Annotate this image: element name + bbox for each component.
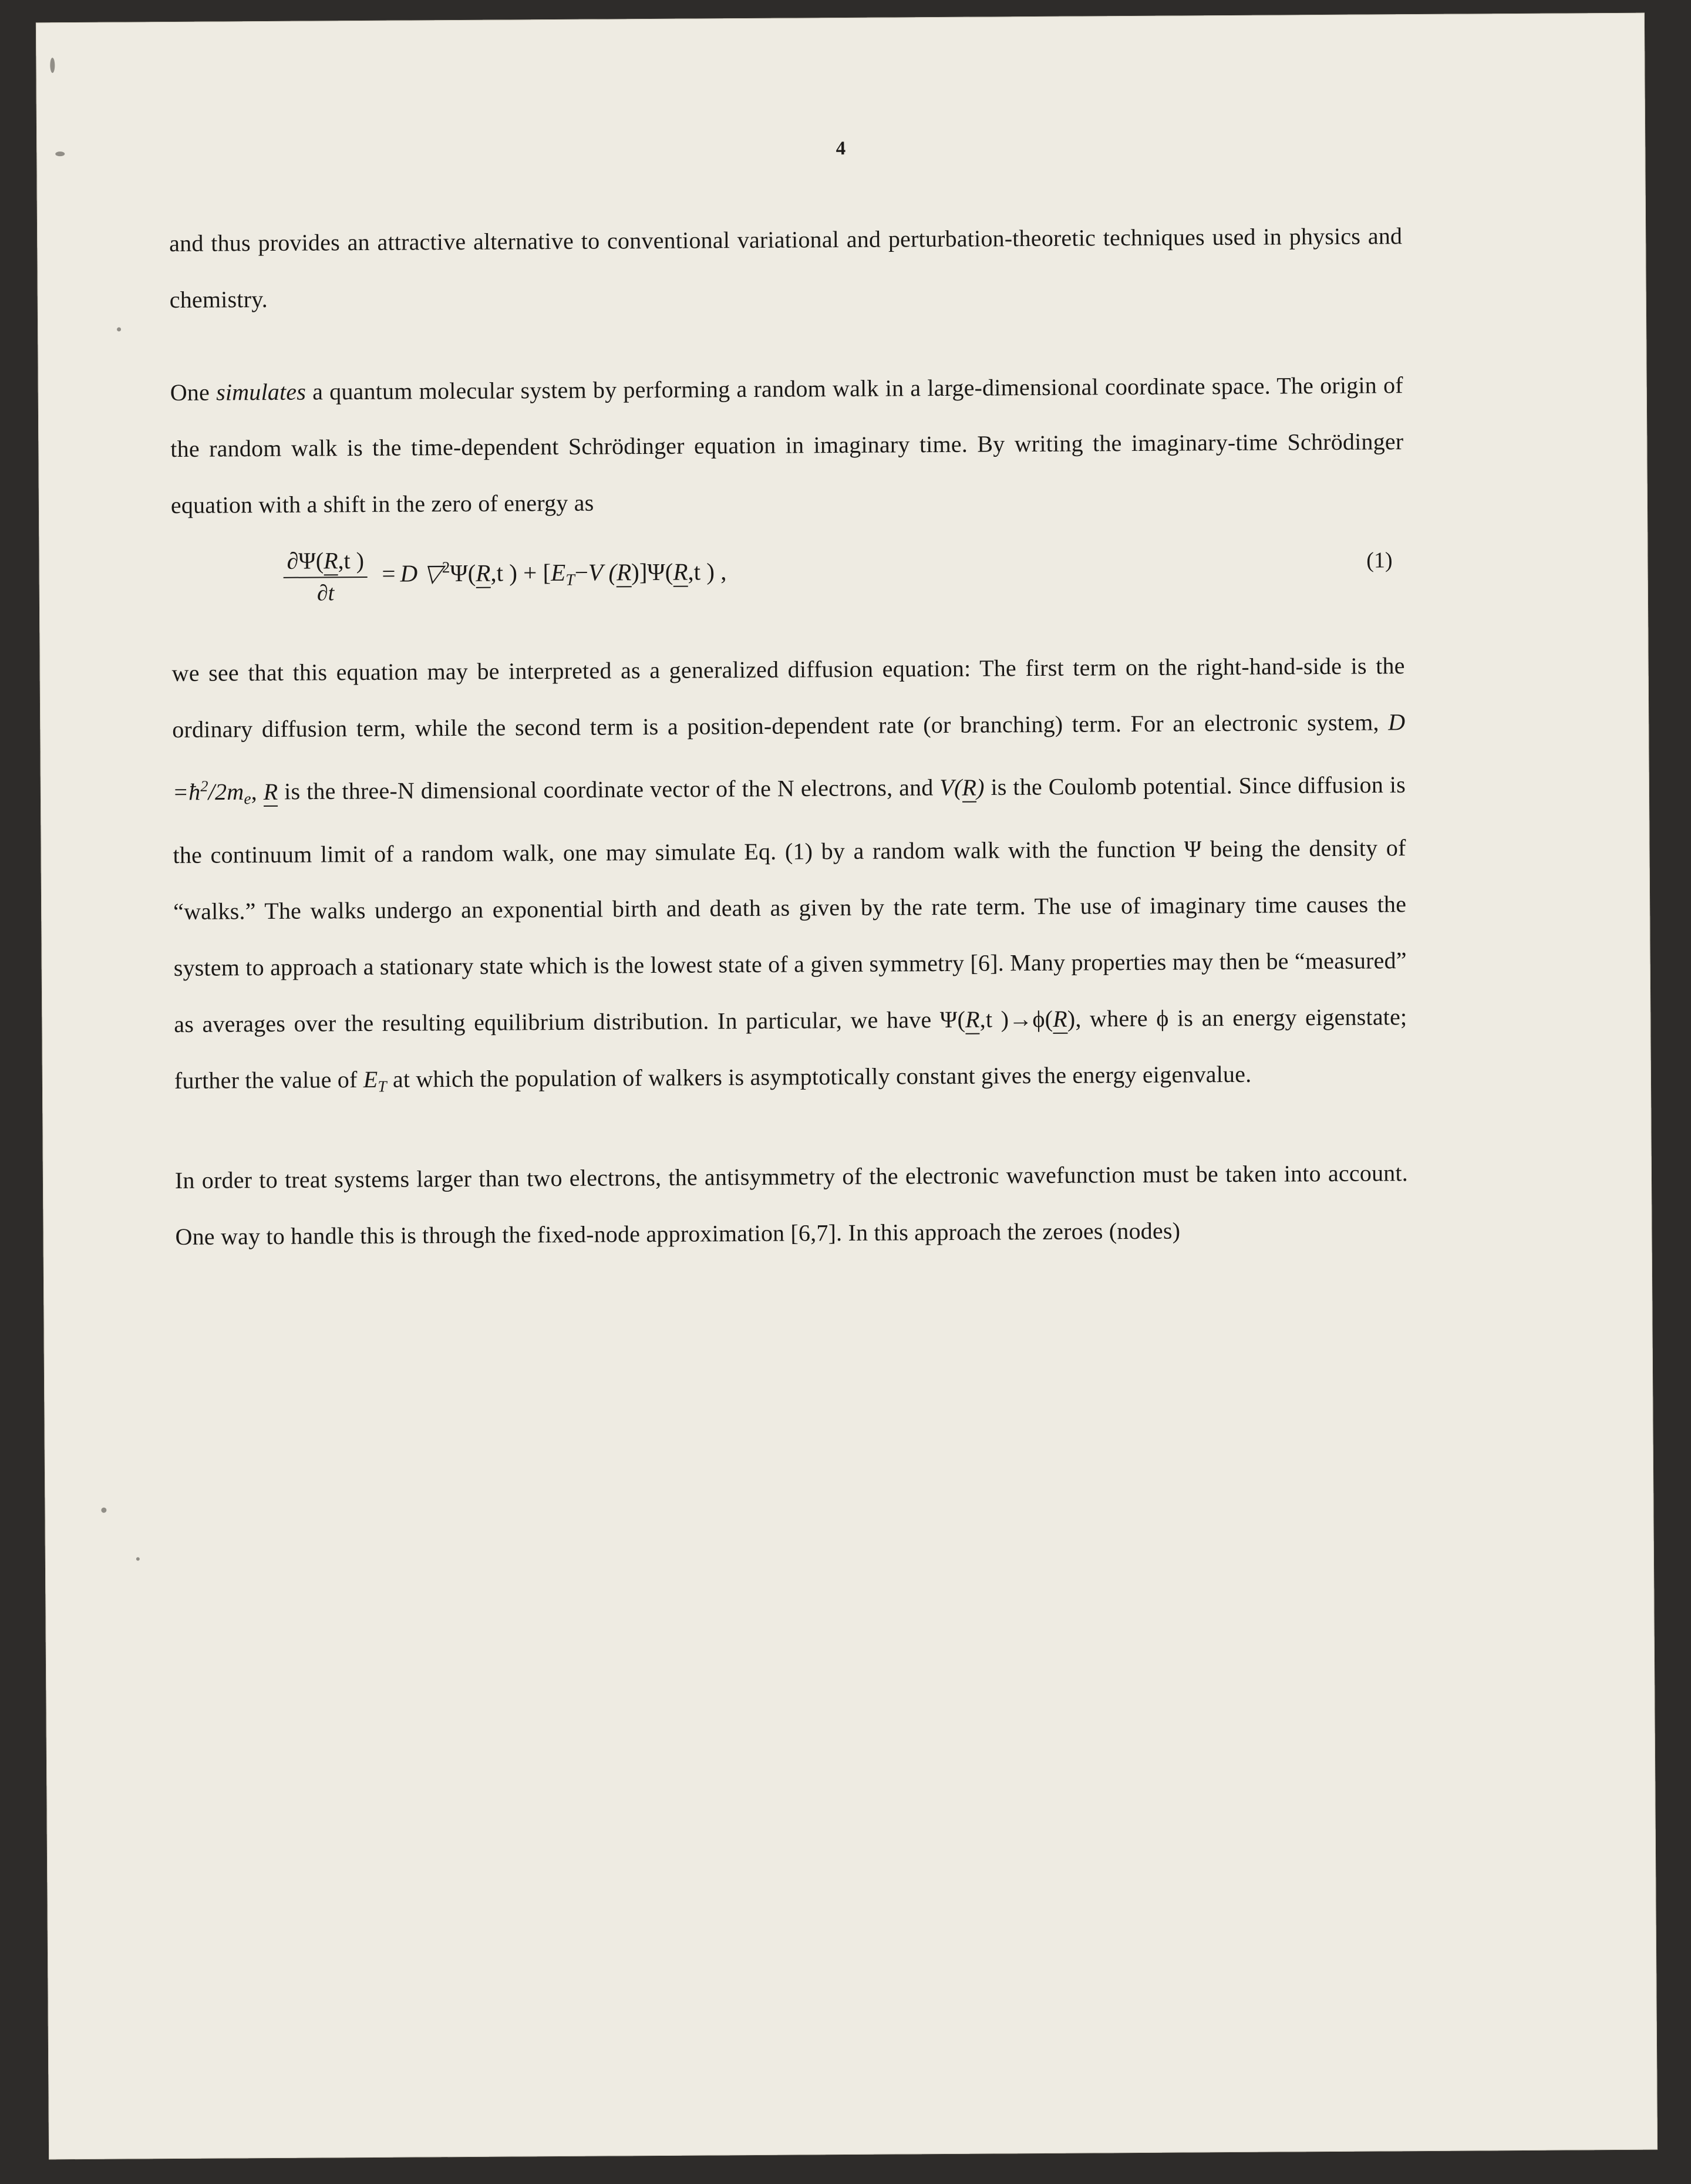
paragraph-3-text-b: , (251, 778, 264, 805)
paragraph-3-text-a: we see that this equation may be interpreted as a generalized diffusion equation: The first term on the right-hand-side is the ordinary diffusion term, while the second term is a position-dependent rate (or branching) term. For an electronic system, (171, 652, 1405, 743)
paragraph-1 (169, 208, 1403, 328)
equation-1-E: E (551, 558, 566, 586)
paragraph-2-text-b: a quantum molecular system by performing a random walk in a large-dimensional coordinate space. The origin of the random walk is the time-dependent Schrödinger equation in imaginary time. By writing the imaginary-time Schrödinger equation with a shift in the zero of energy as (170, 372, 1404, 519)
scan-speck (101, 1508, 106, 1513)
equation-1-number: (1) (1366, 548, 1393, 573)
equation-1-numerator (283, 547, 368, 578)
equation-1-vector-R-4: R (673, 558, 688, 587)
equation-1-equals: = (382, 560, 396, 587)
equation-1-body (279, 544, 726, 606)
paragraph-3-math-psi2-open: Ψ( (939, 1006, 966, 1033)
equation-1 (171, 534, 1404, 630)
paragraph-3-math-E-subscript: T (378, 1077, 387, 1096)
body-text-column (169, 208, 1409, 1302)
equation-1-psi-open: Ψ( (450, 559, 476, 587)
paragraph-3-math-electron-subscript: e (244, 790, 251, 808)
equation-1-E-subscript: T (565, 571, 575, 589)
equation-1-potential-V: V ( (588, 558, 617, 586)
paragraph-2-text-a: One (170, 379, 217, 406)
paragraph-3-math-psi: Ψ (1184, 835, 1202, 862)
paragraph-3-math-V-open: V( (939, 774, 962, 801)
equation-1-denominator: ∂t (316, 581, 335, 606)
equation-1-minus: − (574, 558, 589, 586)
paragraph-3-math-psi2-close: ) (1067, 1005, 1076, 1032)
paragraph-3-vector-R-3: R (965, 1006, 980, 1034)
scan-speck (136, 1557, 140, 1561)
paragraph-3-text-e: being the density of “walks.” The walks undergo an exponential birth and death as given by the rate term. The use of imaginary time causes the system to approach a stationary state which is the lowest state of a given symmetry [6]. Many properties may then be “measured” as averages over the resulting equilibrium distribution. In particular, we have (173, 834, 1407, 1038)
equation-1-vector-R-3: R (617, 558, 631, 587)
paragraph-3-text-d: is the Coulomb potential. Since diffusion is the continuum limit of a random walk, one may simulate Eq. (1) by a random walk with the function (173, 771, 1406, 869)
paragraph-3-text-g: is an energy eigenstate; further the value of (174, 1003, 1407, 1094)
paragraph-3-text-h: at which the population of walkers is asymptotically constant gives the energy eigenvalue. (386, 1060, 1252, 1093)
equation-1-laplacian-exponent: 2 (442, 558, 450, 577)
page-content (36, 13, 1658, 2160)
equation-1-numerator-tail: ,t ) (338, 547, 365, 574)
paragraph-3-math-mass-denominator: /2m (208, 778, 244, 805)
paragraph-3-math-V-close: ) (976, 774, 985, 801)
paragraph-3-math-hbar-exponent: 2 (200, 777, 208, 795)
paragraph-3-math-hbar: ħ (188, 778, 201, 805)
paragraph-3-text-f: , where (1075, 1005, 1157, 1032)
paragraph-3-math-phi: ϕ (1156, 1005, 1169, 1032)
paragraph-3-vector-R-4: R (1053, 1006, 1067, 1034)
paragraph-3 (171, 638, 1407, 1116)
paragraph-4 (175, 1145, 1409, 1265)
paragraph-3-text-c: is the three-N dimensional coordinate vector of the N electrons, and (278, 774, 940, 805)
paragraph-2 (170, 357, 1404, 534)
scan-speck (117, 328, 121, 332)
equation-1-close-bracket: )]Ψ( (631, 558, 673, 586)
paragraph-4-text: In order to treat systems larger than two electrons, the antisymmetry of the electronic wavefunction must be taken into account. One way to handle this is through the fixed-node approximation [6,7]. In this approach the zeroes (nodes) (174, 1159, 1409, 1250)
equation-1-rhs-diffusion: D ▽ (400, 560, 443, 587)
equation-1-vector-R-2: R (476, 560, 490, 588)
paragraph-3-vector-R-1: R (264, 778, 278, 806)
page-number: 4 (836, 137, 846, 160)
paragraph-3-math-E: E (363, 1066, 378, 1093)
scan-speck (50, 58, 55, 73)
paragraph-3-math-psi2-mid: ,t )→ϕ( (979, 1005, 1053, 1033)
equation-1-tail: ,t ) , (688, 558, 727, 585)
paragraph-3-math-D: D = (172, 709, 1406, 805)
equation-1-numerator-head: ∂Ψ( (287, 547, 324, 574)
equation-1-mid: ,t ) + [ (490, 558, 551, 587)
paragraph-2-italic-term: simulates (215, 378, 306, 406)
paragraph-1-text: and thus provides an attractive alternative to conventional variational and perturbation-theoretic techniques used in physics and chemistry. (169, 223, 1403, 314)
equation-1-numerator-vector-R: R (324, 547, 338, 575)
equation-1-fraction (283, 547, 368, 606)
paragraph-3-vector-R-2: R (962, 774, 976, 802)
document-page (36, 13, 1658, 2160)
